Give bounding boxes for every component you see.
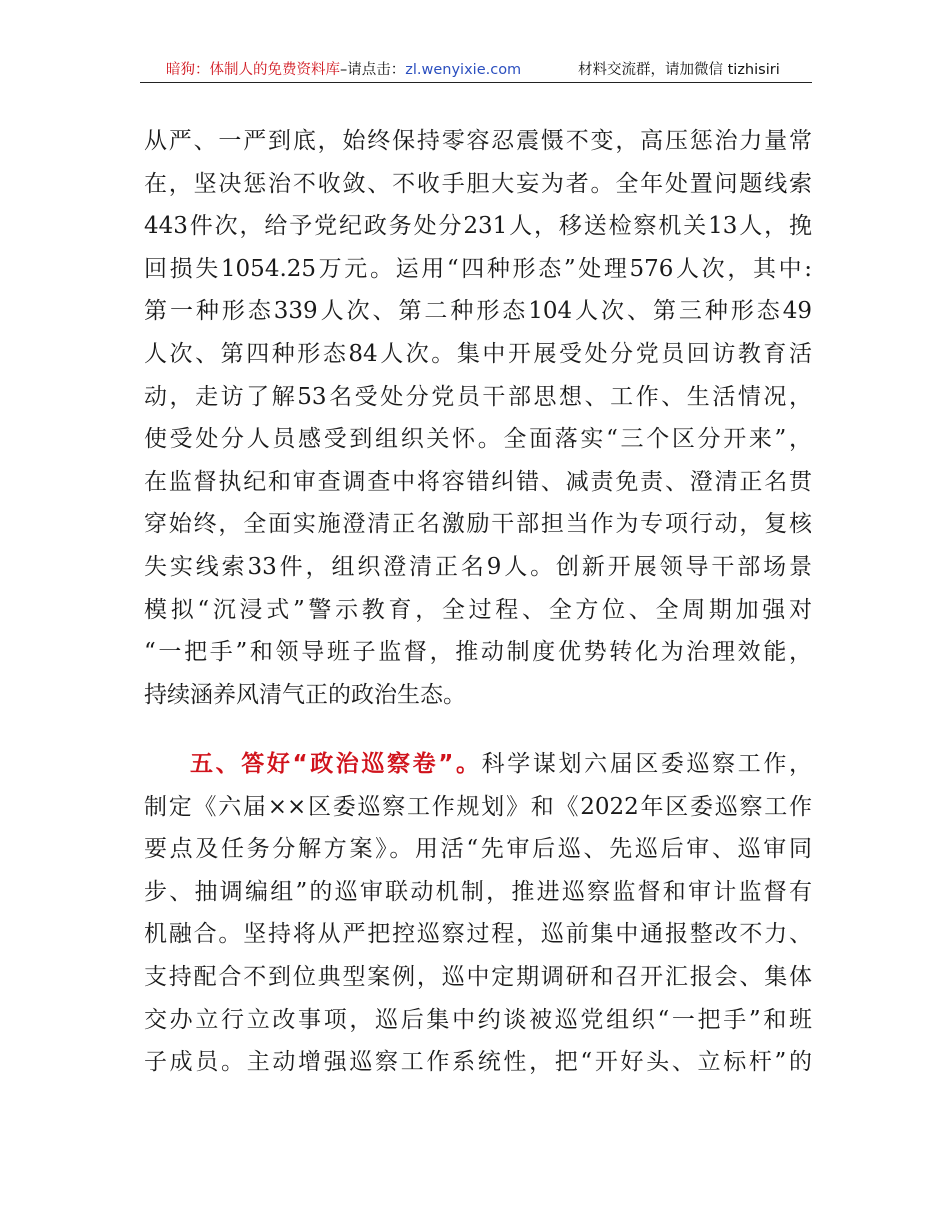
section-heading: 五、答好“政治巡察卷”。: [190, 751, 482, 777]
header-banner: [166, 58, 521, 79]
header-prompt: –请点击：: [340, 62, 406, 78]
text-line: 443件次，给予党纪政务处分231人，移送检察机关13人，挽: [144, 213, 812, 240]
text-line: “一把手”和领导班子监督，推动制度优势转化为治理效能，: [144, 639, 812, 666]
text-line: [144, 743, 812, 786]
header-title: 暗狗：体制人的免费资料库: [166, 62, 340, 78]
text-line: 使受处分人员感受到组织关怀。全面落实“三个区分开来”，: [144, 426, 812, 453]
text-line: 机融合。坚持将从严把控巡察过程，巡前集中通报整改不力、: [144, 921, 812, 948]
text-line: 制定《六届××区委巡察工作规划》和《2022年区委巡察工作: [144, 793, 812, 820]
text-line: 穿始终，全面实施澄清正名激励干部担当作为专项行动，复核: [144, 511, 812, 538]
page-header: [140, 56, 812, 83]
paragraph-discipline: [144, 120, 812, 716]
paragraph-inspection: [144, 743, 812, 1084]
heading-continuation: 科学谋划六届区委巡察工作，: [481, 751, 813, 777]
text-line: 持续涵养风清气正的政治生态。: [144, 681, 466, 708]
text-line: 在，坚决惩治不收敛、不收手胆大妄为者。全年处置问题线索: [144, 170, 812, 197]
text-line: 交办立行立改事项，巡后集中约谈被巡党组织“一把手”和班: [144, 1006, 812, 1033]
text-line: 第一种形态339人次、第二种形态104人次、第三种形态49: [144, 298, 812, 325]
text-line: 回损失1054.25万元。运用“四种形态”处理576人次，其中:: [144, 255, 812, 282]
text-line: 动，走访了解53名受处分党员干部思想、工作、生活情况，: [144, 383, 812, 410]
text-line: 从严、一严到底，始终保持零容忍震慑不变，高压惩治力量常: [144, 128, 812, 154]
text-line: 模拟“沉浸式”警示教育，全过程、全方位、全周期加强对: [144, 596, 812, 623]
text-line: 要点及任务分解方案》。用活“先审后巡、先巡后审、巡审同: [144, 836, 812, 863]
text-line: 子成员。主动增强巡察工作系统性，把“开好头、立标杆”的: [144, 1049, 812, 1076]
header-link[interactable]: zl.wenyixie.com: [405, 62, 522, 78]
header-contact: 材料交流群，请加微信 tizhisiri: [578, 62, 780, 78]
text-line: 失实线索33件，组织澄清正名9人。创新开展领导干部场景: [144, 553, 812, 580]
text-line: 步、抽调编组”的巡审联动机制，推进巡察监督和审计监督有: [144, 878, 812, 905]
text-line: 在监督执纪和审查调查中将容错纠错、减责免责、澄清正名贯: [144, 468, 812, 495]
text-line: 支持配合不到位典型案例，巡中定期调研和召开汇报会、集体: [144, 963, 812, 990]
text-line: 人次、第四种形态84人次。集中开展受处分党员回访教育活: [144, 340, 812, 367]
